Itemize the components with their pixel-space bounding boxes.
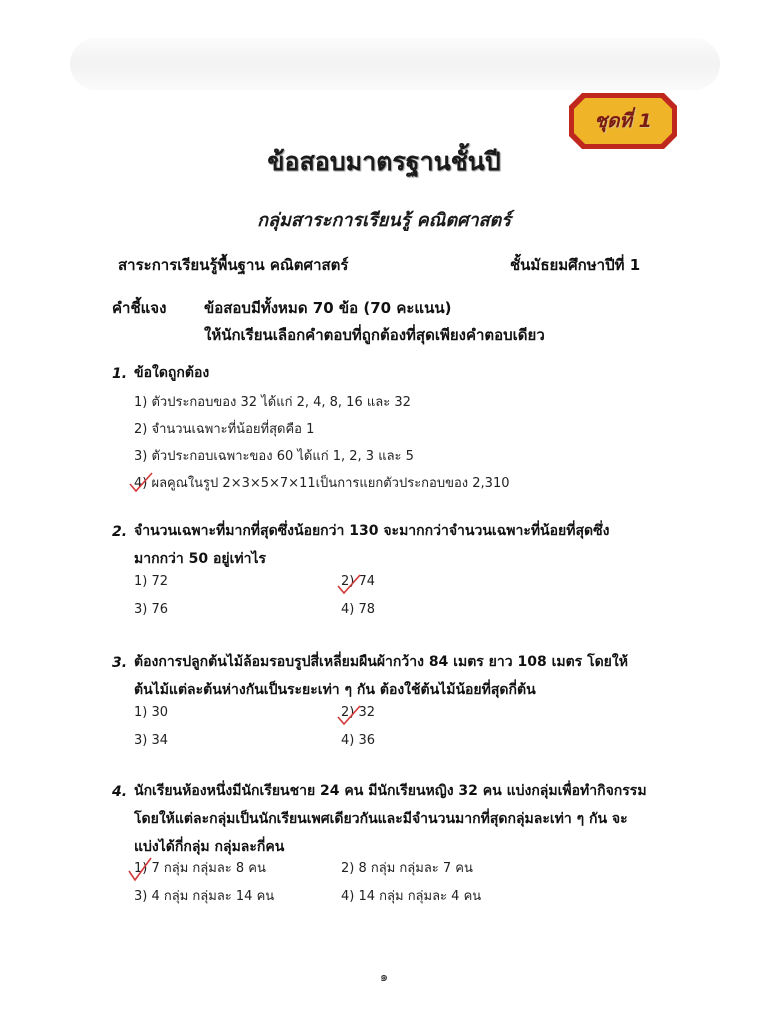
option-1[interactable]: 1) 7 กลุ่ม กลุ่มละ 8 คน bbox=[134, 861, 266, 876]
course-name: สาระการเรียนรู้พื้นฐาน คณิตศาสตร์ bbox=[118, 256, 349, 274]
option-2[interactable]: 2) 8 กลุ่ม กลุ่มละ 7 คน bbox=[341, 861, 473, 876]
faded-header-banner bbox=[70, 38, 720, 90]
instructions-line-1: ข้อสอบมีทั้งหมด 70 ข้อ (70 คะแนน) bbox=[204, 299, 452, 317]
answer-tick-icon bbox=[127, 470, 155, 494]
page-number: ๑ bbox=[379, 970, 389, 985]
question-number: 4. bbox=[112, 784, 128, 800]
answer-tick-icon bbox=[335, 572, 363, 596]
instructions-label: คำชี้แจง bbox=[112, 299, 167, 317]
option-3[interactable]: 3) 76 bbox=[134, 602, 169, 617]
instructions-line-2: ให้นักเรียนเลือกคำตอบที่ถูกต้องที่สุดเพียงคำตอบเดียว bbox=[204, 326, 545, 344]
option-4[interactable]: 4) ผลคูณในรูป 2×3×5×7×11เป็นการแยกตัวประกอบของ 2,310 bbox=[134, 476, 510, 491]
option-1[interactable]: 1) 30 bbox=[134, 705, 169, 720]
option-2[interactable]: 2) จำนวนเฉพาะที่น้อยที่สุดคือ 1 bbox=[134, 422, 315, 437]
question-text-line: แบ่งได้กี่กลุ่ม กลุ่มละกี่คน bbox=[134, 839, 285, 855]
question-number: 2. bbox=[112, 524, 128, 540]
grade-level: ชั้นมัธยมศึกษาปีที่ 1 bbox=[510, 256, 641, 274]
option-4[interactable]: 4) 14 กลุ่ม กลุ่มละ 4 คน bbox=[341, 889, 482, 904]
option-3[interactable]: 3) 4 กลุ่ม กลุ่มละ 14 คน bbox=[134, 889, 275, 904]
question-number: 3. bbox=[112, 655, 128, 671]
subject-title: กลุ่มสาระการเรียนรู้ คณิตศาสตร์ bbox=[257, 210, 511, 231]
option-3[interactable]: 3) 34 bbox=[134, 733, 169, 748]
question-text-line: มากกว่า 50 อยู่เท่าไร bbox=[134, 551, 267, 567]
question-text-line: ต้นไม้แต่ละต้นห่างกันเป็นระยะเท่า ๆ กัน ต้องใช้ต้นไม้น้อยที่สุดกี่ต้น bbox=[134, 682, 536, 698]
option-4[interactable]: 4) 78 bbox=[341, 602, 376, 617]
question-text-line: ต้องการปลูกต้นไม้ล้อมรอบรูปสี่เหลี่ยมผืนผ้ากว้าง 84 เมตร ยาว 108 เมตร โดยให้ bbox=[134, 654, 628, 670]
set-number-label: ชุดที่ 1 bbox=[594, 110, 652, 132]
question-text-line: นักเรียนห้องหนึ่งมีนักเรียนชาย 24 คน มีนักเรียนหญิง 32 คน แบ่งกลุ่มเพื่อทำกิจกรรม bbox=[134, 783, 647, 799]
question-text-line: ข้อใดถูกต้อง bbox=[134, 365, 210, 381]
page-title: ข้อสอบมาตรฐานชั้นปี bbox=[267, 147, 501, 176]
option-4[interactable]: 4) 36 bbox=[341, 733, 376, 748]
question-text-line: โดยให้แต่ละกลุ่มเป็นนักเรียนเพศเดียวกันและมีจำนวนมากที่สุดกลุ่มละเท่า ๆ กัน จะ bbox=[134, 811, 628, 827]
option-1[interactable]: 1) ตัวประกอบของ 32 ได้แก่ 2, 4, 8, 16 และ 32 bbox=[134, 395, 411, 410]
question-number: 1. bbox=[112, 366, 128, 382]
option-2[interactable]: 2) 32 bbox=[341, 705, 376, 720]
option-2[interactable]: 2) 74 bbox=[341, 574, 376, 589]
option-1[interactable]: 1) 72 bbox=[134, 574, 169, 589]
answer-tick-icon bbox=[335, 703, 363, 727]
question-text-line: จำนวนเฉพาะที่มากที่สุดซึ่งน้อยกว่า 130 จะมากกว่าจำนวนเฉพาะที่น้อยที่สุดซึ่ง bbox=[134, 523, 610, 539]
answer-tick-icon bbox=[126, 855, 154, 883]
option-3[interactable]: 3) ตัวประกอบเฉพาะของ 60 ได้แก่ 1, 2, 3 และ 5 bbox=[134, 449, 414, 464]
